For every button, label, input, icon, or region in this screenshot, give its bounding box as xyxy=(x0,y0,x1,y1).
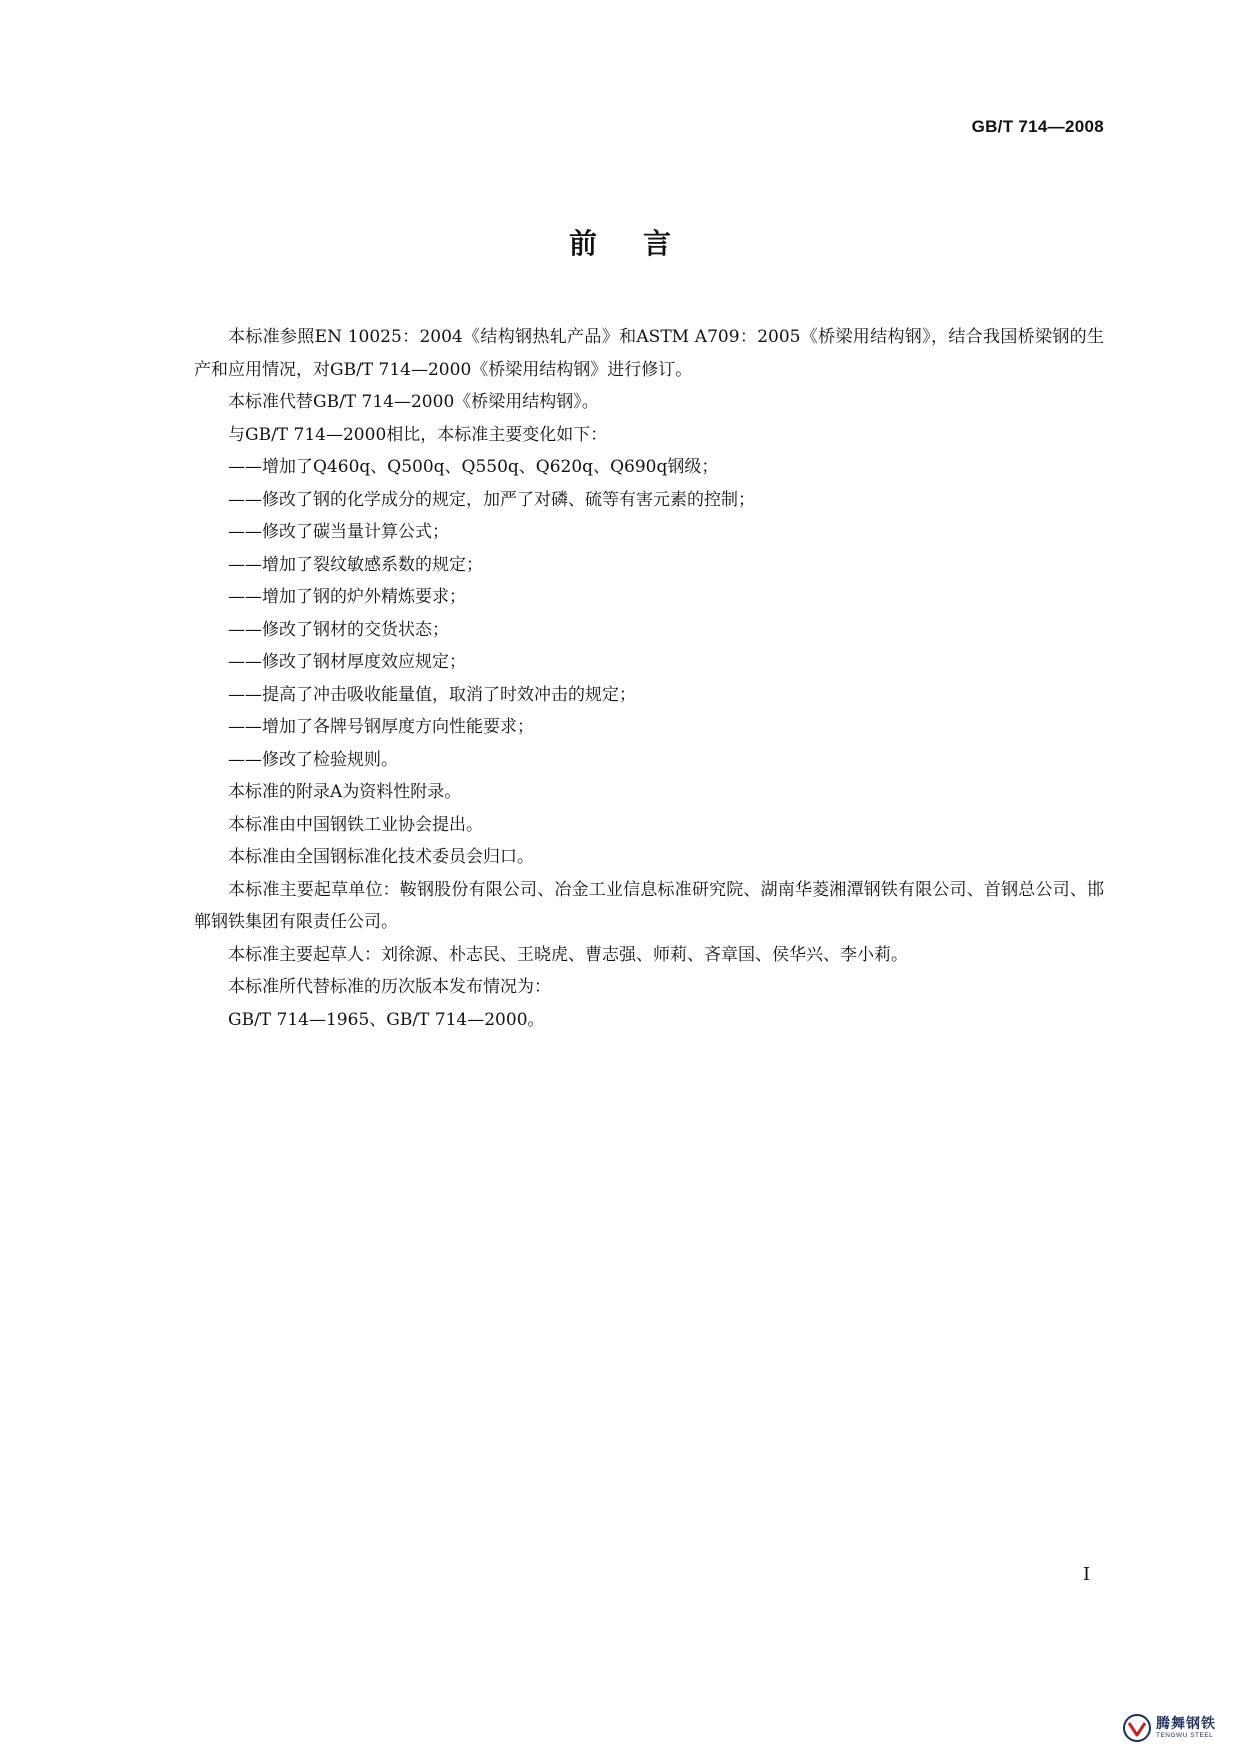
list-item: ——修改了碳当量计算公式； xyxy=(228,522,449,542)
list-item: ——修改了检验规则。 xyxy=(228,749,398,770)
paragraph: 本标准的附录A为资料性附录。 xyxy=(228,782,462,802)
paragraph: 本标准由全国钢标准化技术委员会归口。 xyxy=(228,847,534,867)
list-item: ——增加了钢的炉外精炼要求； xyxy=(228,587,466,607)
list-item: ——增加了各牌号钢厚度方向性能要求； xyxy=(228,717,534,737)
list-item: ——提高了冲击吸收能量值，取消了时效冲击的规定； xyxy=(228,684,636,705)
tengwu-logo-icon xyxy=(1122,1713,1152,1743)
list-item: ——修改了钢材厚度效应规定； xyxy=(228,652,466,672)
list-item: ——修改了钢材的交货状态； xyxy=(228,619,449,640)
paragraph: 与GB/T 714—2000相比，本标准主要变化如下： xyxy=(228,424,608,445)
paragraph: 本标准所代替标准的历次版本发布情况为： xyxy=(228,977,551,997)
foreword-body xyxy=(194,321,1104,1036)
watermark-en: TENGWU STEEL xyxy=(1156,1731,1214,1739)
paragraph: 本标准由中国钢铁工业协会提出。 xyxy=(228,814,483,835)
watermark-cn: 腾舞钢铁 xyxy=(1156,1715,1216,1732)
paragraph: 本标准参照EN 10025：2004《结构钢热轧产品》和ASTM A709：2005《桥梁用结构钢》，结合我国桥梁钢的生产和应用情况，对GB/T 714—2000《桥梁用结构钢》进行修订。 xyxy=(194,327,1104,380)
paragraph: GB/T 714—1965、GB/T 714—2000。 xyxy=(228,1009,545,1030)
page-title: 前言 xyxy=(568,227,717,260)
paragraph: 本标准代替GB/T 714—2000《桥梁用结构钢》。 xyxy=(228,392,599,412)
list-item: ——增加了裂纹敏感系数的规定； xyxy=(228,554,483,575)
list-item: ——增加了Q460q、Q500q、Q550q、Q620q、Q690q钢级； xyxy=(228,457,719,477)
paragraph: 本标准主要起草单位：鞍钢股份有限公司、冶金工业信息标准研究院、湖南华菱湘潭钢铁有限公司、首钢总公司、邯郸钢铁集团有限责任公司。 xyxy=(194,879,1104,932)
paragraph: 本标准主要起草人：刘徐源、朴志民、王晓虎、曹志强、师莉、吝章国、侯华兴、李小莉。 xyxy=(228,944,908,965)
page-number: I xyxy=(1083,1564,1091,1585)
standard-code: GB/T 714—2008 xyxy=(971,117,1104,136)
list-item: ——修改了钢的化学成分的规定，加严了对磷、硫等有害元素的控制； xyxy=(228,489,755,510)
watermark-logo xyxy=(1122,1708,1226,1748)
